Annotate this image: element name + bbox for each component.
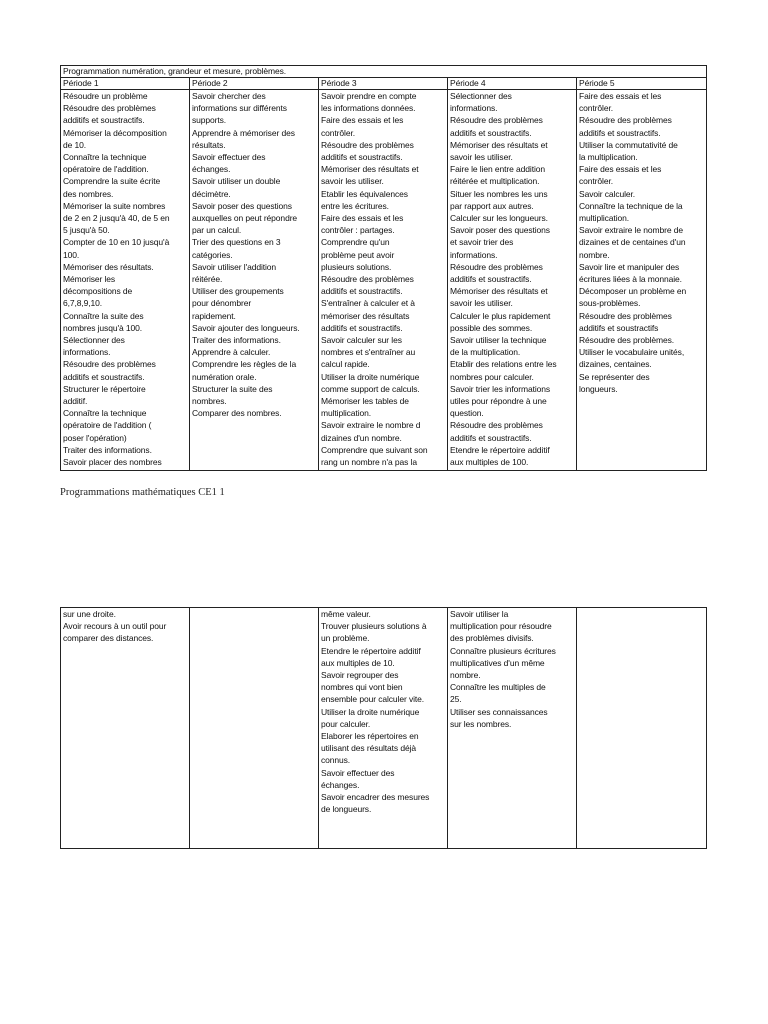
- table-cell-line: de 2 en 2 jusqu'à 40, de 5 en: [63, 213, 170, 224]
- table-cell-line: Etablir des relations entre les: [450, 359, 557, 370]
- table-cell-line: nombre.: [450, 670, 481, 681]
- table-cell-line: Résoudre des problèmes: [321, 274, 414, 285]
- table-cell-line: Faire le lien entre addition: [450, 164, 546, 175]
- table-cell-line: entre les écritures.: [321, 200, 389, 211]
- table-cell-line: de 10.: [63, 139, 87, 150]
- table-cell-line: connus.: [321, 755, 351, 766]
- page-caption: Programmations mathématiques CE1 1: [60, 487, 225, 498]
- table-cell-line: multiplication.: [321, 408, 371, 419]
- table-cell-line: informations sur différents: [192, 103, 287, 114]
- table-cell-line: utiles pour répondre à une: [450, 396, 547, 407]
- table-cell-line: additif.: [63, 396, 88, 407]
- table-cell-line: des nombres.: [63, 188, 114, 199]
- table-cell-line: auxquelles on peut répondre: [192, 213, 298, 224]
- cell-periode-1: [61, 90, 190, 471]
- table-cell-line: Utiliser des groupements: [192, 286, 284, 297]
- table-cell-line: additifs et soustractifs: [579, 322, 659, 333]
- table-cell-line: rang un nombre n'a pas la: [321, 457, 417, 468]
- table-cell-line: pour calculer.: [321, 718, 371, 729]
- table-cell-line: un problème.: [321, 633, 370, 644]
- header-periode-5: Période 5: [577, 78, 707, 90]
- cell-periode-3: [319, 90, 448, 471]
- table-cell-line: mémoriser des résultats: [321, 310, 410, 321]
- table-cell-line: Etendre le répertoire additif: [450, 444, 550, 455]
- table-cell-line: Structurer le répertoire: [63, 383, 146, 394]
- table-cell-line: Situer les nombres les uns: [450, 188, 548, 199]
- table-cell-line: Mémoriser des résultats et: [450, 286, 548, 297]
- header-periode-1: Période 1: [61, 78, 190, 90]
- table-cell-line: additifs et soustractifs.: [321, 322, 403, 333]
- table-cell-line: Savoir poser des questions: [450, 225, 550, 236]
- table-cell-line: informations.: [450, 249, 498, 260]
- table-cell-line: nombres.: [192, 396, 227, 407]
- table-cell-line: Apprendre à mémoriser des: [192, 127, 295, 138]
- table-cell-line: additifs et soustractifs.: [450, 274, 532, 285]
- table-cell-line: Savoir lire et manipuler des: [579, 261, 680, 272]
- table-cell-line: nombre.: [579, 249, 610, 260]
- table-cell-line: Résoudre des problèmes.: [579, 335, 675, 346]
- table-cell-line: dizaines d'un nombre.: [321, 432, 402, 443]
- table-cell-line: par rapport aux autres.: [450, 200, 534, 211]
- table-cell-line: sous-problèmes.: [579, 298, 641, 309]
- programmation-table-page-2: [60, 607, 707, 849]
- table-cell-line: sur une droite.: [63, 609, 116, 619]
- cell-periode-2-cont: [190, 608, 319, 849]
- table-cell-line: Comprendre qu'un: [321, 237, 390, 248]
- table-cell-line: multiplicatives d'un même: [450, 657, 545, 668]
- table-cell-line: possible des sommes.: [450, 322, 533, 333]
- table-cell-line: Mémoriser les tables de: [321, 396, 409, 407]
- table-cell-line: nombres jusqu'à 100.: [63, 322, 143, 333]
- table-cell-line: Décomposer un problème en: [579, 286, 687, 297]
- table-cell-line: longueurs.: [579, 383, 618, 394]
- table-cell-line: informations.: [450, 103, 498, 114]
- table-cell-line: additifs et soustractifs.: [63, 371, 145, 382]
- table-cell-line: comme support de calculs.: [321, 383, 420, 394]
- table-cell-line: et savoir trier des: [450, 237, 514, 248]
- table-cell-line: multiplication pour résoudre: [450, 621, 552, 632]
- table-cell-line: Utiliser la droite numérique: [321, 706, 420, 717]
- table-cell-line: sur les nombres.: [450, 718, 512, 729]
- table-cell-line: nombres qui vont bien: [321, 682, 403, 693]
- table-cell-line: Savoir extraire le nombre de: [579, 225, 683, 236]
- table-cell-line: Connaître la technique: [63, 152, 147, 163]
- table-cell-line: catégories.: [192, 249, 233, 260]
- cell-periode-1-cont: [61, 608, 190, 849]
- table-cell-line: Savoir calculer sur les: [321, 335, 402, 346]
- programmation-table-page-1: [60, 65, 707, 471]
- table-cell-line: Faire des essais et les: [579, 164, 662, 175]
- table-cell-line: Connaître la technique: [63, 408, 147, 419]
- table-cell-line: Etablir les équivalences: [321, 188, 408, 199]
- table-cell-line: contrôler.: [579, 103, 613, 114]
- table-cell-line: par un calcul.: [192, 225, 242, 236]
- table-cell-line: décimètre.: [192, 188, 231, 199]
- table-cell-line: Résoudre des problèmes: [63, 359, 156, 370]
- table-cell-line: Résoudre des problèmes: [450, 115, 543, 126]
- table-cell-line: Savoir trier les informations: [450, 383, 551, 394]
- table-cell-line: nombres et s'entraîner au: [321, 347, 416, 358]
- table-cell-line: Mémoriser la suite nombres: [63, 200, 166, 211]
- table-cell-line: Connaître plusieurs écritures: [450, 645, 556, 656]
- table-cell-line: comparer des distances.: [63, 633, 154, 644]
- table-cell-line: Savoir utiliser l'addition: [192, 261, 277, 272]
- table-cell-line: Savoir utiliser un double: [192, 176, 281, 187]
- table-cell-line: Comprendre la suite écrite: [63, 176, 161, 187]
- table-title: Programmation numération, grandeur et mesure, problèmes.: [61, 66, 707, 78]
- table-cell-line: Calculer le plus rapidement: [450, 310, 551, 321]
- table-cell-line: Se représenter des: [579, 371, 650, 382]
- table-cell-line: 25.: [450, 694, 462, 705]
- table-cell-line: Connaître les multiples de: [450, 682, 546, 693]
- table-cell-line: Savoir calculer.: [579, 188, 636, 199]
- table-cell-line: des problèmes divisifs.: [450, 633, 534, 644]
- table-cell-line: informations.: [63, 347, 111, 358]
- table-cell-line: même valeur.: [321, 609, 371, 619]
- table-cell-line: savoir les utiliser.: [321, 176, 384, 187]
- table-cell-line: plusieurs solutions.: [321, 261, 392, 272]
- table-cell-line: additifs et soustractifs.: [321, 152, 403, 163]
- table-cell-line: de longueurs.: [321, 804, 372, 815]
- table-cell-line: Faire des essais et les: [579, 91, 662, 101]
- table-cell-line: Faire des essais et les: [321, 115, 404, 126]
- table-cell-line: problème peut avoir: [321, 249, 395, 260]
- table-cell-line: Faire des essais et les: [321, 213, 404, 224]
- table-cell-line: Savoir extraire le nombre d: [321, 420, 421, 431]
- table-cell-line: Elaborer les répertoires en: [321, 731, 419, 742]
- table-cell-line: Mémoriser des résultats et: [321, 164, 419, 175]
- table-cell-line: supports.: [192, 115, 227, 126]
- table-cell-line: aux multiples de 100.: [450, 457, 529, 468]
- table-cell-line: écritures liées à la monnaie.: [579, 274, 682, 285]
- table-cell-line: Trouver plusieurs solutions à: [321, 621, 427, 632]
- table-cell-line: opératoire de l'addition.: [63, 164, 149, 175]
- table-cell-line: Comprendre que suivant son: [321, 444, 428, 455]
- table-cell-line: Compter de 10 en 10 jusqu'à: [63, 237, 170, 248]
- table-cell-line: Savoir poser des questions: [192, 200, 292, 211]
- table-cell-line: réitérée et multiplication.: [450, 176, 540, 187]
- table-cell-line: rapidement.: [192, 310, 236, 321]
- table-cell-line: Savoir effectuer des: [321, 767, 395, 778]
- table-cell-line: pour dénombrer: [192, 298, 252, 309]
- table-cell-line: Mémoriser la décomposition: [63, 127, 167, 138]
- table-cell-line: additifs et soustractifs.: [450, 432, 532, 443]
- table-cell-line: multiplication.: [579, 213, 629, 224]
- table-cell-line: savoir les utiliser.: [450, 298, 513, 309]
- table-cell-line: Savoir utiliser la: [450, 609, 509, 619]
- table-cell-line: échanges.: [321, 779, 360, 790]
- table-cell-line: Avoir recours à un outil pour: [63, 621, 167, 632]
- table-cell-line: additifs et soustractifs.: [63, 115, 145, 126]
- table-cell-line: utilisant des résultats déjà: [321, 743, 417, 754]
- table-cell-line: Connaître la technique de la: [579, 200, 683, 211]
- table-cell-line: contrôler.: [579, 176, 613, 187]
- header-periode-3: Période 3: [319, 78, 448, 90]
- cell-periode-4-cont: [448, 608, 577, 849]
- header-periode-4: Période 4: [448, 78, 577, 90]
- table-cell-line: Sélectionner des: [450, 91, 512, 101]
- cell-periode-2: [190, 90, 319, 471]
- table-cell-line: 6,7,8,9,10.: [63, 298, 103, 309]
- table-cell-line: échanges.: [192, 164, 231, 175]
- table-cell-line: Sélectionner des: [63, 335, 125, 346]
- table-cell-line: Apprendre à calculer.: [192, 347, 271, 358]
- table-cell-line: la multiplication.: [579, 152, 638, 163]
- table-cell-line: Savoir placer des nombres: [63, 457, 162, 468]
- table-cell-line: Savoir utiliser la technique: [450, 335, 547, 346]
- table-cell-line: calcul rapide.: [321, 359, 370, 370]
- cell-periode-3-cont: [319, 608, 448, 849]
- table-cell-line: Savoir encadrer des mesures: [321, 792, 430, 803]
- table-cell-line: 100.: [63, 249, 80, 260]
- table-cell-line: numération orale.: [192, 371, 257, 382]
- table-cell-line: additifs et soustractifs.: [450, 127, 532, 138]
- table-cell-line: poser l'opération): [63, 432, 127, 443]
- cell-periode-4: [448, 90, 577, 471]
- table-cell-line: dizaines, centaines.: [579, 359, 652, 370]
- table-cell-line: S'entraîner à calculer et à: [321, 298, 415, 309]
- table-cell-line: Traiter des informations.: [192, 335, 281, 346]
- table-cell-line: question.: [450, 408, 484, 419]
- table-cell-line: additifs et soustractifs.: [579, 127, 661, 138]
- table-cell-line: Structurer la suite des: [192, 383, 273, 394]
- table-cell-line: contrôler : partages.: [321, 225, 395, 236]
- table-cell-line: contrôler.: [321, 127, 355, 138]
- table-cell-line: Résoudre des problèmes: [321, 139, 414, 150]
- table-cell-line: Résoudre des problèmes: [579, 115, 672, 126]
- cell-periode-5: [577, 90, 707, 471]
- table-cell-line: opératoire de l'addition (: [63, 420, 152, 431]
- table-cell-line: Résoudre des problèmes: [450, 420, 543, 431]
- cell-periode-5-cont: [577, 608, 707, 849]
- table-cell-line: ensemble pour calculer vite.: [321, 694, 425, 705]
- table-cell-line: de la multiplication.: [450, 347, 521, 358]
- table-cell-line: Mémoriser des résultats.: [63, 261, 154, 272]
- table-cell-line: Calculer sur les longueurs.: [450, 213, 548, 224]
- table-cell-line: Mémoriser les: [63, 274, 116, 285]
- table-cell-line: Mémoriser des résultats et: [450, 139, 548, 150]
- table-cell-line: Résoudre des problèmes: [63, 103, 156, 114]
- table-cell-line: réitérée.: [192, 274, 223, 285]
- table-cell-line: Connaître la suite des: [63, 310, 144, 321]
- header-periode-2: Période 2: [190, 78, 319, 90]
- table-cell-line: Comprendre les règles de la: [192, 359, 297, 370]
- table-cell-line: Utiliser la droite numérique: [321, 371, 420, 382]
- table-cell-line: additifs et soustractifs.: [321, 286, 403, 297]
- table-cell-line: aux multiples de 10.: [321, 657, 395, 668]
- table-cell-line: Utiliser ses connaissances: [450, 706, 548, 717]
- table-cell-line: Trier des questions en 3: [192, 237, 281, 248]
- table-cell-line: résultats.: [192, 139, 226, 150]
- table-cell-line: Résoudre un problème: [63, 91, 148, 101]
- table-cell-line: Utiliser le vocabulaire unités,: [579, 347, 685, 358]
- table-cell-line: nombres pour calculer.: [450, 371, 534, 382]
- table-cell-line: Comparer des nombres.: [192, 408, 282, 419]
- table-cell-line: Etendre le répertoire additif: [321, 645, 421, 656]
- table-cell-line: Savoir regrouper des: [321, 670, 399, 681]
- table-cell-line: Résoudre des problèmes: [450, 261, 543, 272]
- table-cell-line: 5 jusqu'à 50.: [63, 225, 110, 236]
- table-cell-line: Savoir chercher des: [192, 91, 266, 101]
- table-cell-line: les informations données.: [321, 103, 416, 114]
- table-cell-line: Savoir effectuer des: [192, 152, 266, 163]
- table-cell-line: savoir les utiliser.: [450, 152, 513, 163]
- table-cell-line: Utiliser la commutativité de: [579, 139, 678, 150]
- table-cell-line: décompositions de: [63, 286, 133, 297]
- table-cell-line: Savoir ajouter des longueurs.: [192, 322, 300, 333]
- table-cell-line: Résoudre des problèmes: [579, 310, 672, 321]
- table-cell-line: Traiter des informations.: [63, 444, 152, 455]
- table-cell-line: dizaines et de centaines d'un: [579, 237, 686, 248]
- table-cell-line: Savoir prendre en compte: [321, 91, 417, 101]
